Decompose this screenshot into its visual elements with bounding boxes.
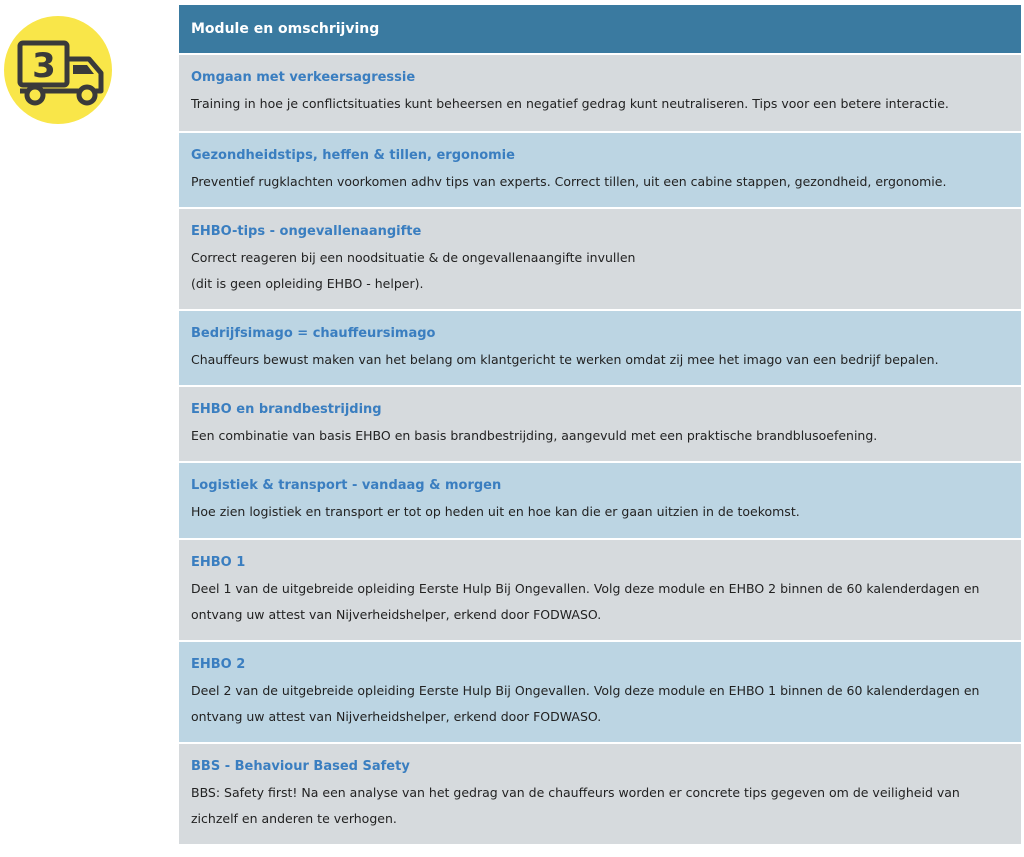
- table-header: Module en omschrijving: [179, 5, 1021, 53]
- table-row: [179, 640, 1021, 742]
- module-title: EHBO-tips - ongevallenaangifte: [191, 224, 422, 239]
- table-row: [179, 742, 1021, 844]
- module-title: Gezondheidstips, heffen & tillen, ergonomie: [191, 148, 515, 163]
- module-description: BBS: Safety first! Na een analyse van het gedrag van de chauffeurs worden er concrete tips gegeven om de veiligheid van zichzelf en anderen te verhogen.: [191, 785, 960, 826]
- badge-number: 3: [32, 46, 56, 86]
- module-title: Omgaan met verkeersagressie: [191, 70, 416, 85]
- module-description: Hoe zien logistiek en transport er tot op heden uit en hoe kan die er gaan uitzien in de toekomst.: [191, 504, 800, 519]
- table-row: [179, 385, 1021, 461]
- table-row: [179, 461, 1021, 538]
- module-title: Bedrijfsimago = chauffeursimago: [191, 326, 436, 341]
- module-description: Deel 1 van de uitgebreide opleiding Eerste Hulp Bij Ongevallen. Volg deze module en EHBO 2 binnen de 60 kalenderdagen en ontvang uw attest van Nijverheidshelper, erkend door FODWASO.: [191, 581, 980, 622]
- module-description: Training in hoe je conflictsituaties kunt beheersen en negatief gedrag kunt neutraliseren. Tips voor een betere interactie.: [191, 96, 949, 111]
- table-row: [179, 309, 1021, 385]
- module-title: EHBO 2: [191, 657, 246, 672]
- delivery-truck-icon: [3, 15, 113, 125]
- module-description: Deel 2 van de uitgebreide opleiding Eerste Hulp Bij Ongevallen. Volg deze module en EHBO 1 binnen de 60 kalenderdagen en ontvang uw attest van Nijverheidshelper, erkend door FODWASO.: [191, 683, 980, 724]
- module-description: Chauffeurs bewust maken van het belang om klantgericht te werken omdat zij mee het imago van een bedrijf bepalen.: [191, 352, 939, 367]
- module-description: Preventief rugklachten voorkomen adhv tips van experts. Correct tillen, uit een cabine stappen, gezondheid, ergonomie.: [191, 174, 947, 189]
- module-title: BBS - Behaviour Based Safety: [191, 759, 410, 774]
- module-title: EHBO 1: [191, 555, 246, 570]
- table-row: [179, 53, 1021, 131]
- table-row: [179, 538, 1021, 640]
- module-badge: [3, 15, 113, 125]
- table-row: [179, 207, 1021, 309]
- module-description-note: (dit is geen opleiding EHBO - helper).: [191, 275, 424, 291]
- module-title: Logistiek & transport - vandaag & morgen: [191, 478, 502, 493]
- module-title: EHBO en brandbestrijding: [191, 402, 382, 417]
- module-table: [179, 5, 1021, 844]
- table-row: [179, 131, 1021, 207]
- module-description: Correct reageren bij een noodsituatie & de ongevallenaangifte invullen: [191, 250, 636, 265]
- module-description: Een combinatie van basis EHBO en basis brandbestrijding, aangevuld met een praktische brandblusoefening.: [191, 428, 878, 443]
